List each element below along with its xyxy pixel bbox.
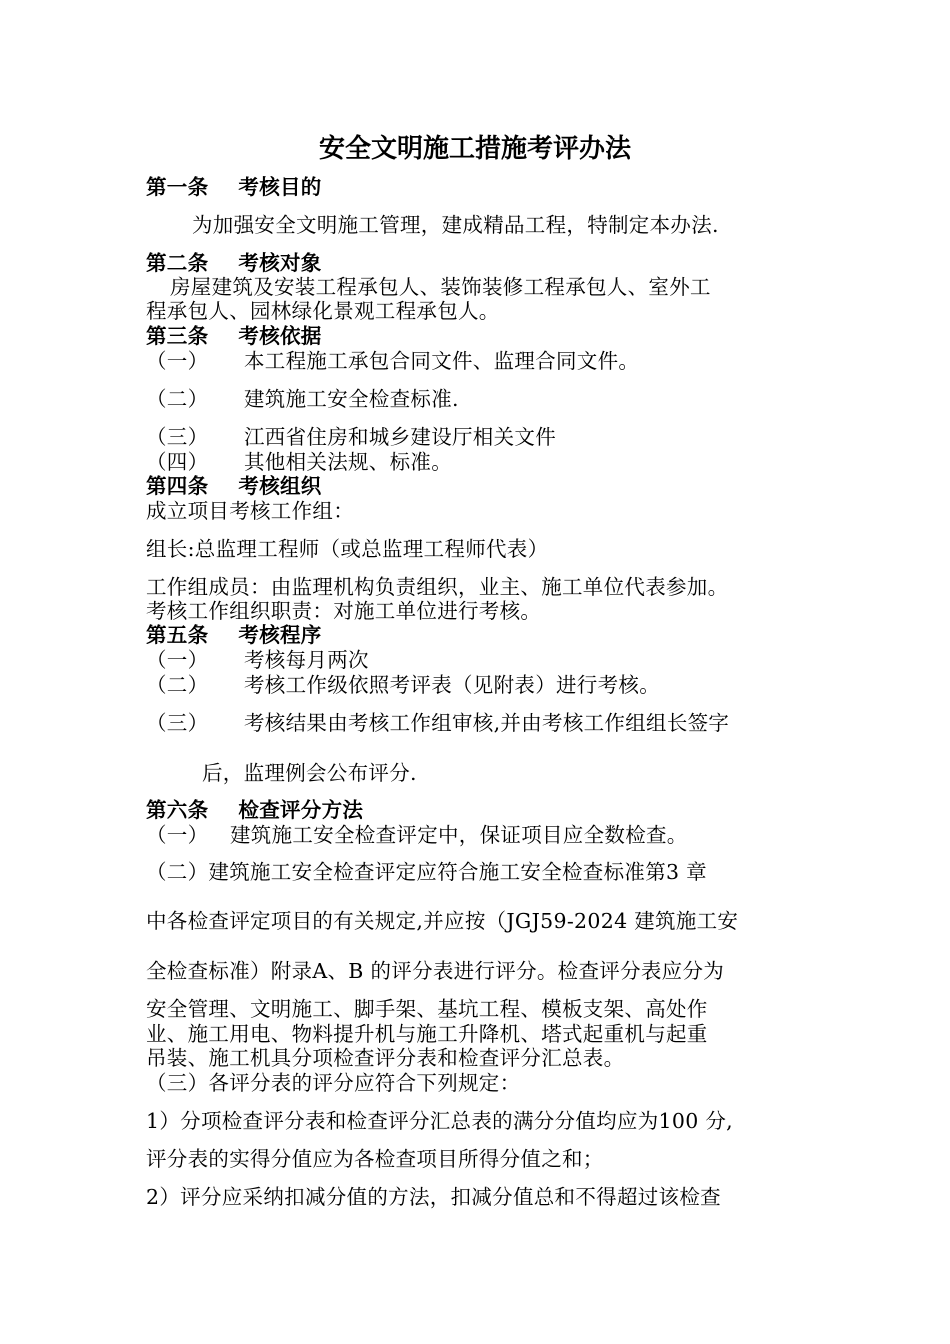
article-4-line-4: 考核工作组织职责：对施工单位进行考核。 (146, 599, 542, 623)
article-6-line-2: （二）建筑施工安全检查评定应符合施工安全检查标准第3 章 (146, 860, 707, 884)
item-text: 考核每月两次 (244, 648, 369, 672)
article-3-number: 第三条 (146, 324, 209, 348)
article-2-label: 考核对象 (238, 251, 322, 275)
item-number: （二） (146, 673, 209, 697)
article-6-line-5: 安全管理、文明施工、脚手架、基坑工程、模板支架、高处作 (146, 997, 708, 1021)
item-number: （一） (146, 823, 209, 847)
article-4-heading (146, 473, 322, 499)
article-3-label: 考核依据 (238, 324, 322, 348)
article-1-text: 为加强安全文明施工管理，建成精品工程，特制定本办法. (192, 213, 719, 237)
article-5-item-3-continued: 后，监理例会公布评分. (202, 761, 417, 785)
article-4-line-1: 成立项目考核工作组： (146, 499, 354, 523)
article-2-heading (146, 250, 322, 276)
item-number: （一） (146, 349, 209, 373)
item-number: （三） (146, 425, 209, 449)
article-3-item-3 (146, 424, 556, 450)
article-6-line-9: 1）分项检查评分表和检查评分汇总表的满分分值均应为100 分, (146, 1109, 734, 1133)
item-text: 建筑施工安全检查标准. (244, 387, 459, 411)
article-6-line-4: 全检查标准）附录A、B 的评分表进行评分。检查评分表应分为 (146, 959, 725, 983)
article-6-number: 第六条 (146, 798, 209, 822)
item-number: （二） (146, 387, 209, 411)
article-6-item-1 (146, 822, 688, 848)
article-5-label: 考核程序 (238, 623, 322, 647)
article-3-heading (146, 323, 322, 349)
article-6-line-7: 吊装、施工机具分项检查评分表和检查评分汇总表。 (146, 1046, 625, 1070)
article-4-label: 考核组织 (238, 474, 322, 498)
article-6-line-8: （三）各评分表的评分应符合下列规定： (146, 1071, 521, 1095)
article-1-label: 考核目的 (238, 175, 322, 199)
item-number: （四） (146, 450, 209, 474)
article-6-line-11: 2）评分应采纳扣减分值的方法，扣减分值总和不得超过该检查 (146, 1185, 721, 1209)
article-1-heading (146, 174, 322, 200)
article-6-heading (146, 797, 363, 823)
article-6-line-6: 业、施工用电、物料提升机与施工升降机、塔式起重机与起重 (146, 1022, 708, 1046)
article-2-number: 第二条 (146, 251, 209, 275)
article-5-heading (146, 622, 322, 648)
article-3-item-4 (146, 449, 452, 475)
item-number: （三） (146, 711, 209, 735)
article-5-item-2 (146, 672, 660, 698)
item-number: （一） (146, 648, 209, 672)
article-4-number: 第四条 (146, 474, 209, 498)
article-6-line-3: 中各检查评定项目的有关规定,并应按（JGJ59-2024 建筑施工安 (146, 909, 739, 933)
article-2-text-line-1: 房屋建筑及安装工程承包人、装饰装修工程承包人、室外工 (170, 275, 711, 299)
article-1-number: 第一条 (146, 175, 209, 199)
article-2-text-line-2: 程承包人、园林绿化景观工程承包人。 (146, 299, 500, 323)
article-4-line-2: 组长:总监理工程师（或总监理工程师代表） (146, 537, 549, 561)
article-5-item-3 (146, 710, 729, 736)
item-text: 考核结果由考核工作组审核,并由考核工作组组长签字 (244, 711, 730, 735)
document-title: 安全文明施工措施考评办法 (318, 134, 631, 164)
article-5-number: 第五条 (146, 623, 209, 647)
item-text: 其他相关法规、标准。 (244, 450, 452, 474)
article-6-label: 检查评分方法 (238, 798, 364, 822)
item-text: 本工程施工承包合同文件、监理合同文件。 (244, 349, 640, 373)
item-text: 考核工作级依照考评表（见附表）进行考核。 (244, 673, 660, 697)
article-6-line-10: 评分表的实得分值应为各检查项目所得分值之和； (146, 1147, 604, 1171)
article-4-line-3: 工作组成员：由监理机构负责组织，业主、施工单位代表参加。 (146, 575, 729, 599)
article-3-item-2 (146, 386, 459, 412)
article-5-item-1 (146, 647, 369, 673)
item-text: 建筑施工安全检查评定中，保证项目应全数检查。 (230, 823, 688, 847)
article-3-item-1 (146, 348, 639, 374)
item-text: 江西省住房和城乡建设厅相关文件 (244, 425, 556, 449)
